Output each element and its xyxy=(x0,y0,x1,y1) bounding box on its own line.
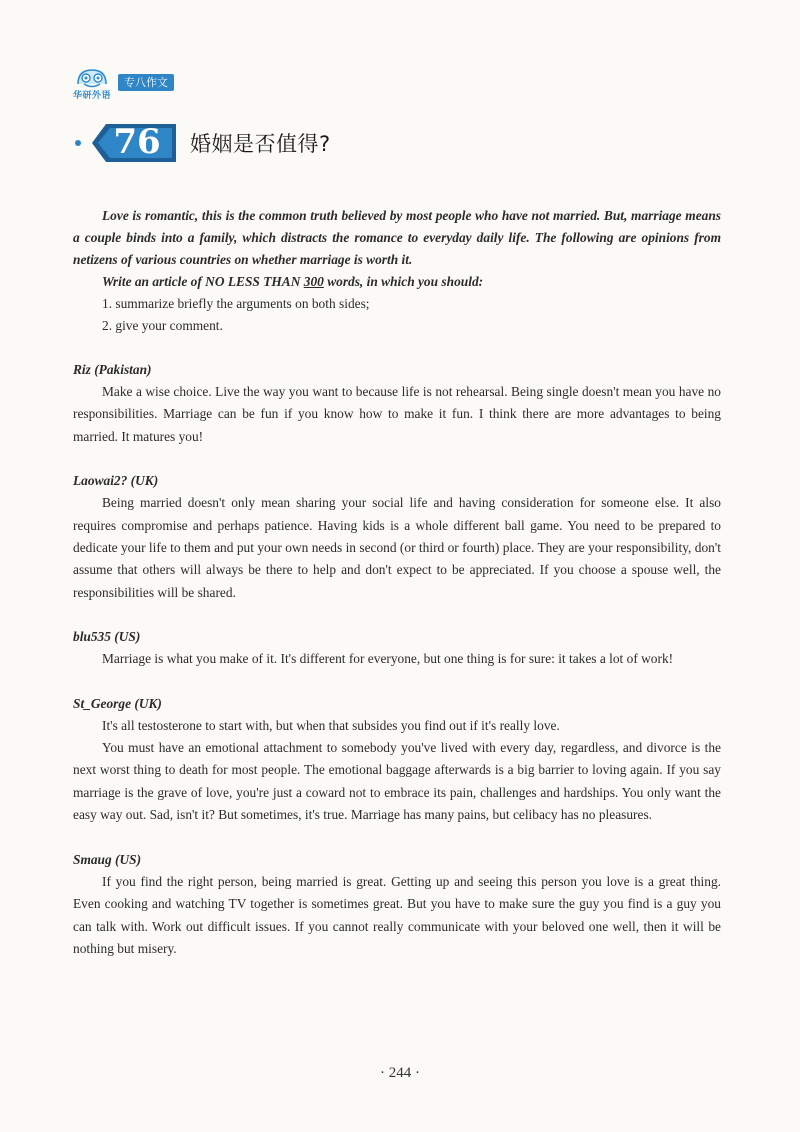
page-header xyxy=(68,62,268,102)
essay-title: 婚姻是否值得? xyxy=(190,132,331,156)
opinion-paragraph: Make a wise choice. Live the way you want to because life is not rehearsal. Being single doesn't mean you have no responsibilities. Marriage can be fun if you know how to make it fun. I think there are more advantages to being married. It matures you! xyxy=(73,384,721,444)
opinion-paragraph: If you find the right person, being married is great. Getting up and seeing this person you love is a great thing. Even cooking and watching TV together is sometimes great. But you have to make sure the guy you find is a guy you can talk with. Work out difficult issues. If you cannot really communicate with your beloved one well, then it will be nothing but misery. xyxy=(73,873,721,956)
task-text-before: Write an article of NO LESS THAN xyxy=(102,274,304,289)
task-text-after: words, in which you should: xyxy=(323,274,484,289)
publisher-logo-text: 华研外语 xyxy=(72,91,111,101)
essay-content xyxy=(73,205,721,960)
opinion-author: Riz (Pakistan) xyxy=(73,362,152,377)
opinion-author: blu535 (US) xyxy=(73,629,141,645)
opinion-paragraph: Marriage is what you make of it. It's different for everyone, but one thing is for sure: it takes a lot of work! xyxy=(102,651,674,667)
task-instruction xyxy=(73,271,721,293)
task-item: 1. summarize briefly the arguments on both sides; xyxy=(102,296,370,311)
opinion-paragraph: Being married doesn't only mean sharing your social life and having consideration for someone else. It also requires compromise and perhaps patience. Having kids is a whole different ball game. You need to be prepared to dedicate your life to them and put your own needs in second (or third or fourth) place. They are your responsibility, don't assume that others will always be there to help and don't expect to be appreciated. If you choose a spouse well, the responsibilities will be shared. xyxy=(73,495,721,600)
series-tag: 专八作文 xyxy=(118,74,174,91)
opinion-paragraph: You must have an emotional attachment to somebody you've lived with every day, regardless, and divorce is the next worst thing to death for most people. The emotional baggage afterwards is a big barrier to loving again. If you say marriage is the grave of love, you're just a coward not to embrace its pain, challenges and hardships. You only want the easy way out. Sad, isn't it? But sometimes, it's true. Marriage has many pains, but celibacy has no pleasures. xyxy=(73,740,721,823)
opinion-author: Smaug (US) xyxy=(73,851,142,867)
opinion-author: St_George (UK) xyxy=(73,695,162,711)
task-word-count: 300 xyxy=(303,274,324,289)
page-number: · 244 · xyxy=(380,1065,420,1081)
opinion-author: Laowai2? (UK) xyxy=(73,473,159,489)
opinion-paragraph: It's all testosterone to start with, but when that subsides you find out if it's really love. xyxy=(102,717,560,733)
task-item: 2. give your comment. xyxy=(102,318,223,333)
essay-title-block xyxy=(72,118,472,168)
intro-paragraph: Love is romantic, this is the common truth believed by most people who have not married. But, marriage means a couple binds into a family, which distracts the romance to everyday daily life. The following are opinions from netizens of various countries on whether marriage is worth it. xyxy=(73,208,721,267)
essay-number: 76 xyxy=(113,122,161,162)
